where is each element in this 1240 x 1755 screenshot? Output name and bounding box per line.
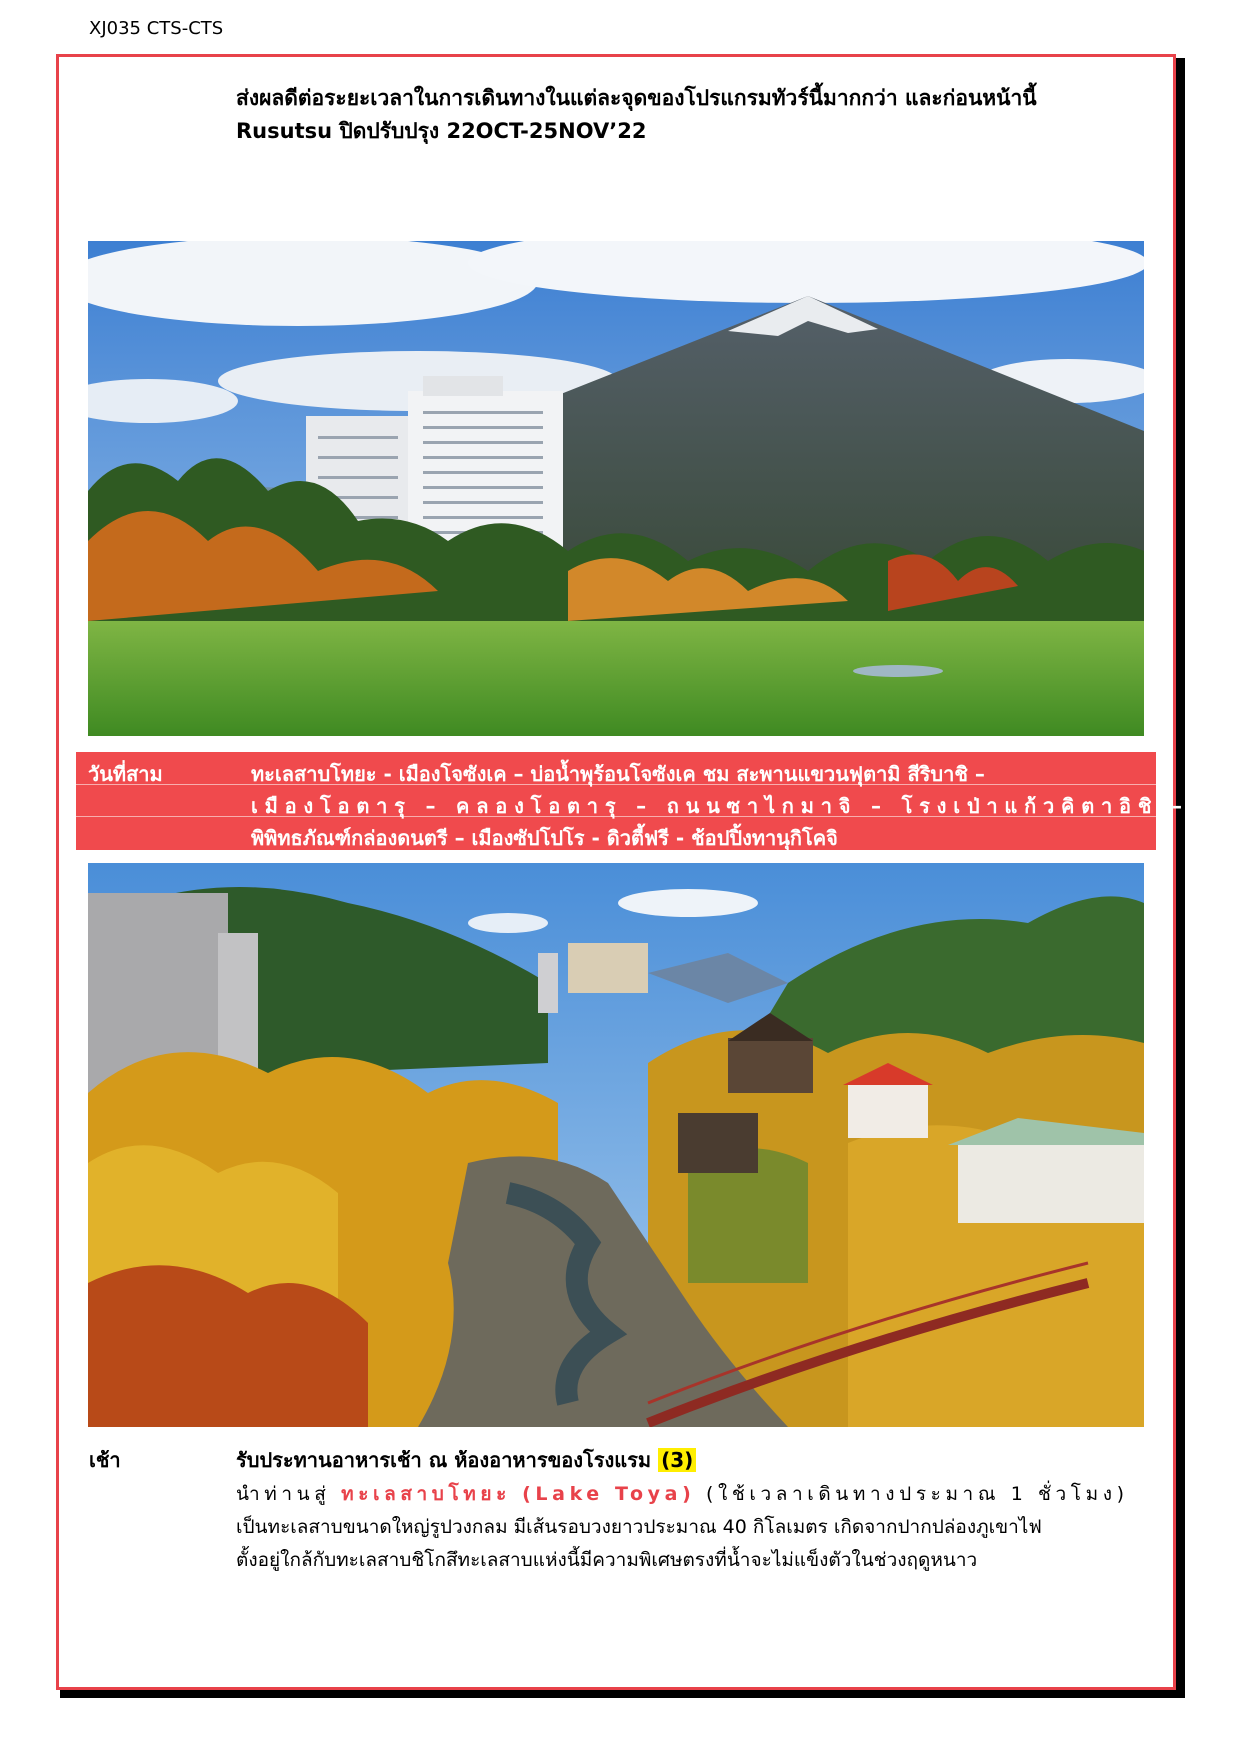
intro-text (236, 82, 1136, 148)
breakfast-text (236, 1444, 696, 1476)
paragraph-intro: นำท่านสู่ (236, 1483, 342, 1505)
day-route-line-2: เมืองโอตารุ – คลองโอตารุ – ถนนซาไกมาจิ – โรงเป่าแก้วคิตาอิชิ – (251, 794, 1189, 818)
travel-time: (ใช้เวลาเดินทางประมาณ 1 ชั่วโมง) (695, 1483, 1129, 1505)
intro-closure: ปิดปรับปรุง 22OCT-25NOV’22 (332, 119, 647, 143)
intro-rusutsu: Rusutsu (236, 119, 333, 143)
paragraph-line-2: เป็นทะเลสาบขนาดใหญ่รูปวงกลม มีเส้นรอบวงยาวประมาณ 40 กิโลเมตร เกิดจากปากปล่องภูเขาไฟ (236, 1516, 1042, 1538)
mount-yotei-photo (88, 241, 1144, 736)
day-three-itinerary-band (76, 752, 1189, 850)
jozankei-valley-photo (88, 863, 1144, 1427)
lake-toya-highlight: ทะเลสาบโทยะ (Lake Toya) (341, 1483, 696, 1505)
breakfast-label: เช้า (89, 1448, 121, 1472)
day-route-line-1: ทะเลสาบโทยะ - เมืองโจซังเค – บ่อน้ำพุร้อนโจซังเค ชม สะพานแขวนฟุตามิ สีริบาชิ – (251, 762, 985, 786)
paragraph-line-3: ตั้งอยู่ใกล้กับทะเลสาบชิโกสึทะเลสาบแห่งนี้มีความพิเศษตรงที่น้ำจะไม่แข็งตัวในช่วงฤดูหนาว (236, 1549, 978, 1571)
intro-line-2 (236, 115, 1136, 148)
document-code: XJ035 CTS-CTS (89, 18, 224, 39)
day-label: วันที่สาม (88, 762, 163, 786)
lake-toya-description (236, 1478, 1146, 1577)
paragraph-line-1 (236, 1478, 1146, 1511)
day-route-line-3: พิพิทธภัณฑ์กล่องดนตรี – เมืองซัปโปโร - ดิวตี้ฟรี - ช้อปปิ้งทานุกิโคจิ (251, 826, 838, 850)
intro-line-1: ส่งผลดีต่อระยะเวลาในการเดินทางในแต่ละจุดของโปรแกรมทัวร์นี้มากกว่า และก่อนหน้านี้ (236, 86, 1037, 110)
meal-count-badge: (3) (658, 1448, 696, 1472)
breakfast-description: รับประทานอาหารเช้า ณ ห้องอาหารของโรงแรม (236, 1448, 659, 1472)
